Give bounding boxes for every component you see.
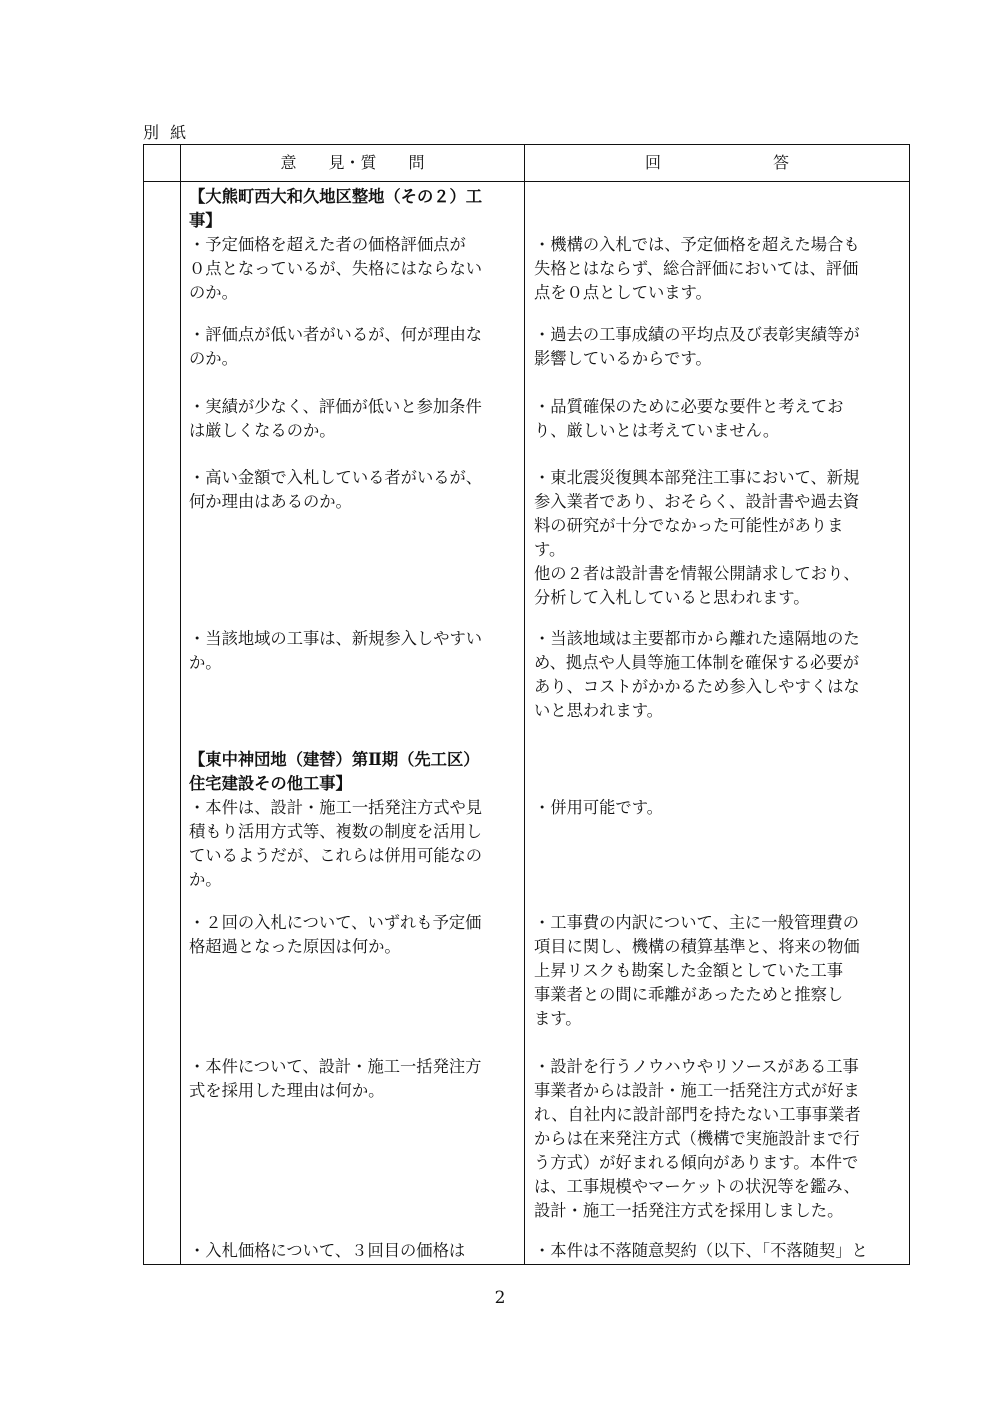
question-text: ・評価点が低い者がいるが、何が理由な のか。	[189, 325, 483, 368]
page-label: 別 紙	[143, 123, 190, 142]
answer-text: ・本件は不落随意契約（以下、「不落随契」と	[534, 1241, 868, 1260]
section-heading: 【大熊町西大和久地区整地（その２）工 事】	[189, 187, 483, 230]
section-heading: 【東中神団地（建替）第Ⅱ期（先工区） 住宅建設その他工事】	[189, 750, 480, 793]
question-text: ・入札価格について、３回目の価格は	[189, 1241, 466, 1260]
question-text: ・実績が少なく、評価が低いと参加条件 は厳しくなるのか。	[189, 397, 482, 440]
header-divider	[144, 181, 909, 182]
answer-text: ・機構の入札では、予定価格を超えた場合も 失格とはならず、総合評価においては、評価 点を０点としています。	[534, 235, 860, 302]
table-divider	[524, 145, 525, 1264]
answer-text: ・設計を行うノウハウやリソースがある工事 事業者からは設計・施工一括発注方式が好ま れ、自社内に設計部門を持たない工事事業者 からは在来発注方式（機構で実施設計まで行 う方式）が好まれる傾向があります。本件で は、工事規模やマーケットの状況等を鑑み、 設計・施工一括発注方式を採用しました。	[534, 1057, 861, 1220]
answer-text: ・東北震災復興本部発注工事において、新規 参入業者であり、おそらく、設計書や過去資 料の研究が十分でなかった可能性がありま す。 他の２者は設計書を情報公開請求しており、 分析して入札していると思われます。	[534, 468, 860, 607]
question-text: ・２回の入札について、いずれも予定価 格超過となった原因は何か。	[189, 913, 482, 956]
answer-text: ・工事費の内訳について、主に一般管理費の 項目に関し、機構の積算基準と、将来の物価 上昇リスクも勘案した金額としていた工事 事業者との間に乖離があったためと推察し ます。	[534, 913, 860, 1028]
answer-column-header: 回 答	[644, 153, 789, 172]
question-text: ・本件について、設計・施工一括発注方 式を採用した理由は何か。	[189, 1057, 482, 1100]
question-text: ・本件は、設計・施工一括発注方式や見 積もり活用方式等、複数の制度を活用し ているようだが、これらは併用可能なの か。	[189, 798, 483, 889]
qa-table	[143, 144, 910, 1265]
page-number: 2	[494, 1288, 506, 1308]
answer-text: ・当該地域は主要都市から離れた遠隔地のた め、拠点や人員等施工体制を確保する必要が あり、コストがかかるため参入しやすくはな いと思われます。	[534, 629, 860, 720]
question-column-header: 意 見・質 問	[280, 153, 425, 172]
question-text: ・高い金額で入札している者がいるが、 何か理由はあるのか。	[189, 468, 483, 511]
question-text: ・予定価格を超えた者の価格評価点が ０点となっているが、失格にはならない のか。	[189, 235, 483, 302]
answer-text: ・品質確保のために必要な要件と考えてお り、厳しいとは考えていません。	[534, 397, 844, 440]
question-text: ・当該地域の工事は、新規参入しやすい か。	[189, 629, 483, 672]
table-divider	[180, 145, 181, 1264]
answer-text: ・併用可能です。	[534, 798, 663, 817]
answer-text: ・過去の工事成績の平均点及び表彰実績等が 影響しているからです。	[534, 325, 860, 368]
